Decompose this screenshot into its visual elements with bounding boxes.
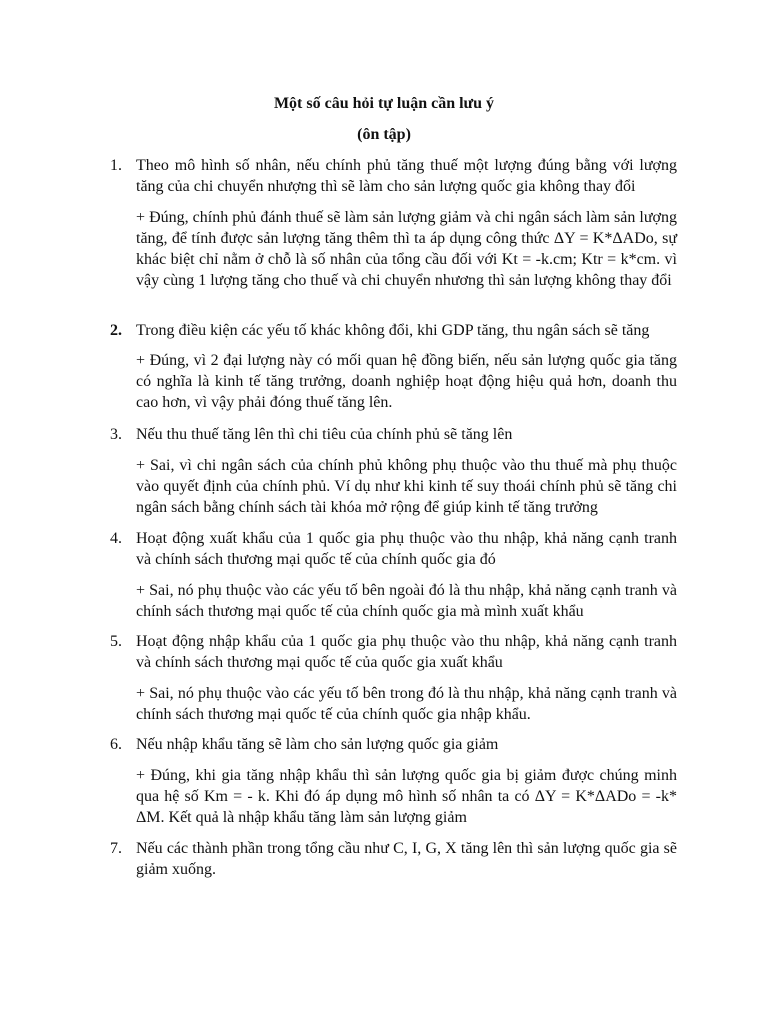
question-number: 2. <box>110 322 122 339</box>
question-number: 1. <box>110 157 122 174</box>
question-text: Nếu thu thuế tăng lên thì chi tiêu của chính phủ sẽ tăng lên <box>136 426 513 443</box>
document-title: Một số câu hỏi tự luận cần lưu ý <box>273 95 495 112</box>
answer-4: + Sai, nó phụ thuộc vào các yếu tố bên ngoài đó là thu nhập, khả năng cạnh tranh và chính sách thương mại quốc tế của chính quốc gia mà mình xuất khẩu <box>136 582 677 620</box>
answer-1: + Đúng, chính phủ đánh thuế sẽ làm sản lượng giảm và chi ngân sách làm sản lượng tăng, để tính được sản lượng tăng thêm thì ta áp dụng công thức ΔY = K*ΔADo, sự khác biệt chỉ nằm ở chỗ là số nhân của tổng cầu đối với Kt = -k.cm; Ktr = k*cm. vì vậy cùng 1 lượng tăng cho thuế và chi chuyển nhương thì sản lượng không thay đổi <box>136 209 677 289</box>
question-5 <box>110 631 677 673</box>
question-2 <box>110 320 677 341</box>
answer-5: + Sai, nó phụ thuộc vào các yếu tố bên trong đó là thu nhập, khả năng cạnh tranh và chính sách thương mại quốc tế của chính quốc gia nhập khẩu. <box>136 685 677 723</box>
answer-3: + Sai, vì chi ngân sách của chính phủ không phụ thuộc vào thu thuế mà phụ thuộc vào quyết định của chính phủ. Ví dụ như khi kinh tế suy thoái chính phủ sẽ tăng chi ngân sách bằng chính sách tài khóa mở rộng để giúp kinh tế tăng trưởng <box>136 457 677 516</box>
question-number: 7. <box>110 840 122 857</box>
question-1 <box>110 155 677 197</box>
question-3 <box>110 424 677 445</box>
question-number: 4. <box>110 530 122 547</box>
document-subtitle: (ôn tập) <box>357 126 411 143</box>
question-text: Nếu nhập khẩu tăng sẽ làm cho sản lượng quốc gia giảm <box>136 736 499 753</box>
question-6 <box>110 734 677 755</box>
answer-2: + Đúng, vì 2 đại lượng này có mối quan hệ đồng biến, nếu sản lượng quốc gia tăng có nghĩa là kinh tế tăng trưởng, doanh nghiệp hoạt động hiệu quả hơn, doanh thu cao hơn, vì vậy phải đóng thuế tăng lên. <box>136 352 677 411</box>
question-7 <box>110 838 677 880</box>
answer-6: + Đúng, khi gia tăng nhập khẩu thì sản lượng quốc gia bị giảm được chúng minh qua hệ số Km = - k. Khi đó áp dụng mô hình số nhân ta có ΔY = K*ΔADo = -k* ΔM. Kết quả là nhập khẩu tăng làm sản lượng giảm <box>136 767 677 826</box>
question-text: Theo mô hình số nhân, nếu chính phủ tăng thuế một lượng đúng bằng với lượng tăng của chi chuyển nhượng thì sẽ làm cho sản lượng quốc gia không thay đổi <box>136 157 677 195</box>
question-number: 6. <box>110 736 122 753</box>
question-text: Hoạt động xuất khẩu của 1 quốc gia phụ thuộc vào thu nhập, khả năng cạnh tranh và chính sách thương mại quốc tế của chính quốc gia đó <box>136 530 677 568</box>
question-number: 5. <box>110 633 122 650</box>
question-text: Hoạt động nhập khẩu của 1 quốc gia phụ thuộc vào thu nhập, khả năng cạnh tranh và chính sách thương mại quốc tế của quốc gia xuất khẩu <box>136 633 677 671</box>
question-number: 3. <box>110 426 122 443</box>
question-text: Trong điều kiện các yếu tố khác không đổi, khi GDP tăng, thu ngân sách sẽ tăng <box>136 322 650 339</box>
question-4 <box>110 528 677 570</box>
question-text: Nếu các thành phần trong tổng cầu như C, I, G, X tăng lên thì sản lượng quốc gia sẽ giảm xuống. <box>136 840 677 878</box>
